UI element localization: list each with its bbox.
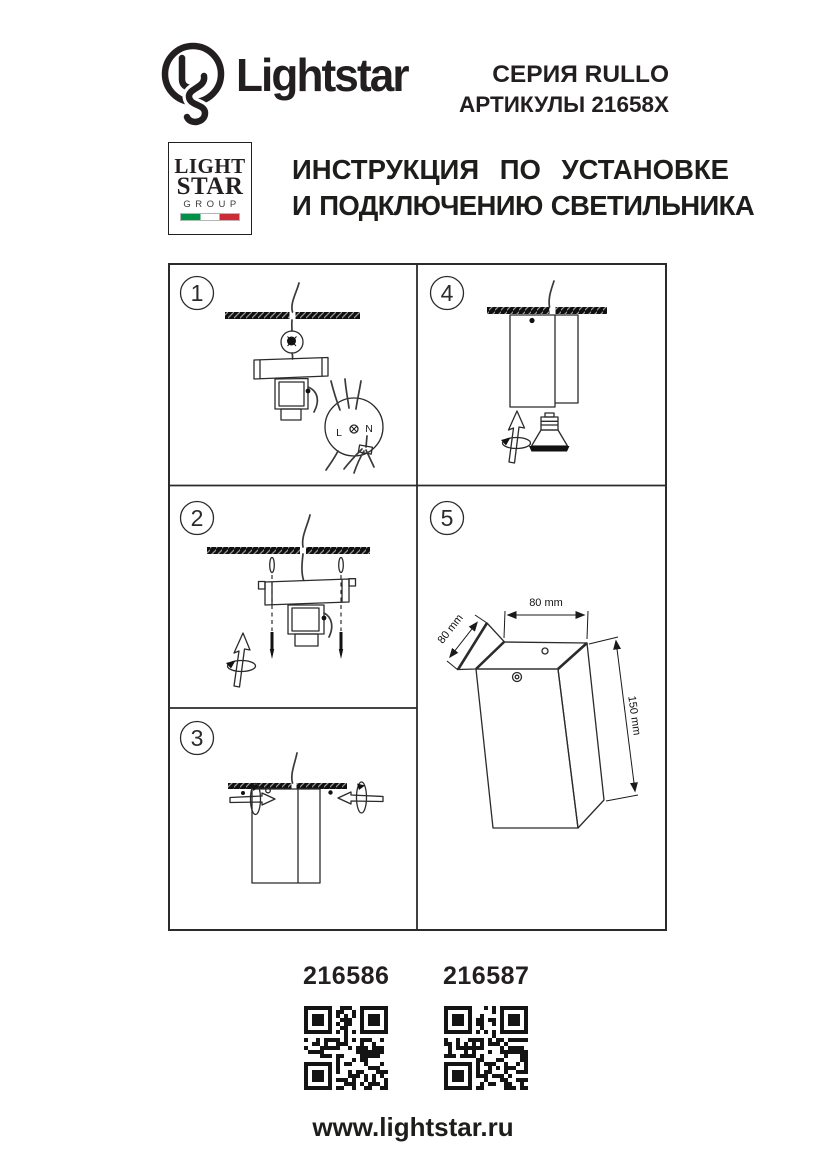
fixture-canopy xyxy=(254,358,328,380)
panel-step-2 xyxy=(181,502,371,688)
dim-label-side: 80 mm xyxy=(435,612,466,647)
qr-code xyxy=(444,1006,528,1090)
mains-wire xyxy=(292,283,299,331)
step-1-number: 1 xyxy=(190,280,204,306)
instruction-grid xyxy=(168,263,667,931)
qr-code xyxy=(304,1006,388,1090)
rotation-arrow xyxy=(226,633,256,687)
step-3-number: 3 xyxy=(190,725,204,751)
gu10-lamp xyxy=(529,413,570,452)
title-line-2: И ПОДКЛЮЧЕНИЮ СВЕТИЛЬНИКА xyxy=(292,190,755,221)
product-code: 216586 xyxy=(303,962,390,990)
title-line-1: ИНСТРУКЦИЯ ПО УСТАНОВКЕ xyxy=(292,154,729,185)
panel-step-1 xyxy=(181,277,384,474)
terminal-label-live: L xyxy=(336,427,342,439)
step-5-number: 5 xyxy=(440,505,454,531)
junction-circle xyxy=(281,331,303,353)
lightstar-bulb-icon xyxy=(158,36,230,130)
product-216587 xyxy=(443,962,529,1090)
footer-url: www.lightstar.ru xyxy=(312,1112,514,1142)
italian-flag-stripe xyxy=(181,214,239,220)
step-3-badge xyxy=(181,722,214,755)
document-title xyxy=(292,152,755,224)
step-2-badge xyxy=(181,502,214,535)
mains-wire xyxy=(549,281,554,307)
dim-height xyxy=(589,637,643,801)
dim-side-depth xyxy=(436,612,487,670)
fixture-body xyxy=(275,379,317,421)
step-1-badge xyxy=(181,277,214,310)
wiring-detail-circle xyxy=(325,379,383,473)
ceiling xyxy=(487,306,607,315)
series-block xyxy=(459,60,669,120)
logo-line-light: LIGHT xyxy=(174,154,246,178)
logo-line-star: STAR xyxy=(176,173,244,200)
brand-wordmark: Lightstar xyxy=(236,49,408,101)
panel-step-4 xyxy=(431,277,608,464)
step-4-number: 4 xyxy=(440,280,454,306)
ceiling xyxy=(207,546,370,555)
dim-label-top: 80 mm xyxy=(529,597,563,609)
logo-line-group: GROUP xyxy=(183,199,241,210)
dim-top-width xyxy=(504,597,588,639)
dimension-drawing xyxy=(436,597,643,828)
panel-step-5 xyxy=(431,502,643,829)
panel-step-3 xyxy=(181,722,384,884)
rotation-arrow xyxy=(501,411,531,463)
step-5-badge xyxy=(431,502,464,535)
article-numbers: АРТИКУЛЫ 21658X xyxy=(459,92,669,117)
fixture-housing xyxy=(510,315,578,407)
dim-label-height: 150 mm xyxy=(625,695,643,737)
product-code: 216587 xyxy=(443,962,530,990)
step-2-number: 2 xyxy=(190,505,204,531)
terminal-label-neutral: N xyxy=(365,423,373,435)
screw-terminal-icon xyxy=(350,425,358,433)
series-title: СЕРИЯ RULLO xyxy=(492,61,669,88)
product-216586 xyxy=(303,962,389,1090)
mains-wire xyxy=(292,753,297,783)
fixture-body xyxy=(288,605,332,646)
step-4-badge xyxy=(431,277,464,310)
lightstar-group-logo xyxy=(168,142,252,235)
